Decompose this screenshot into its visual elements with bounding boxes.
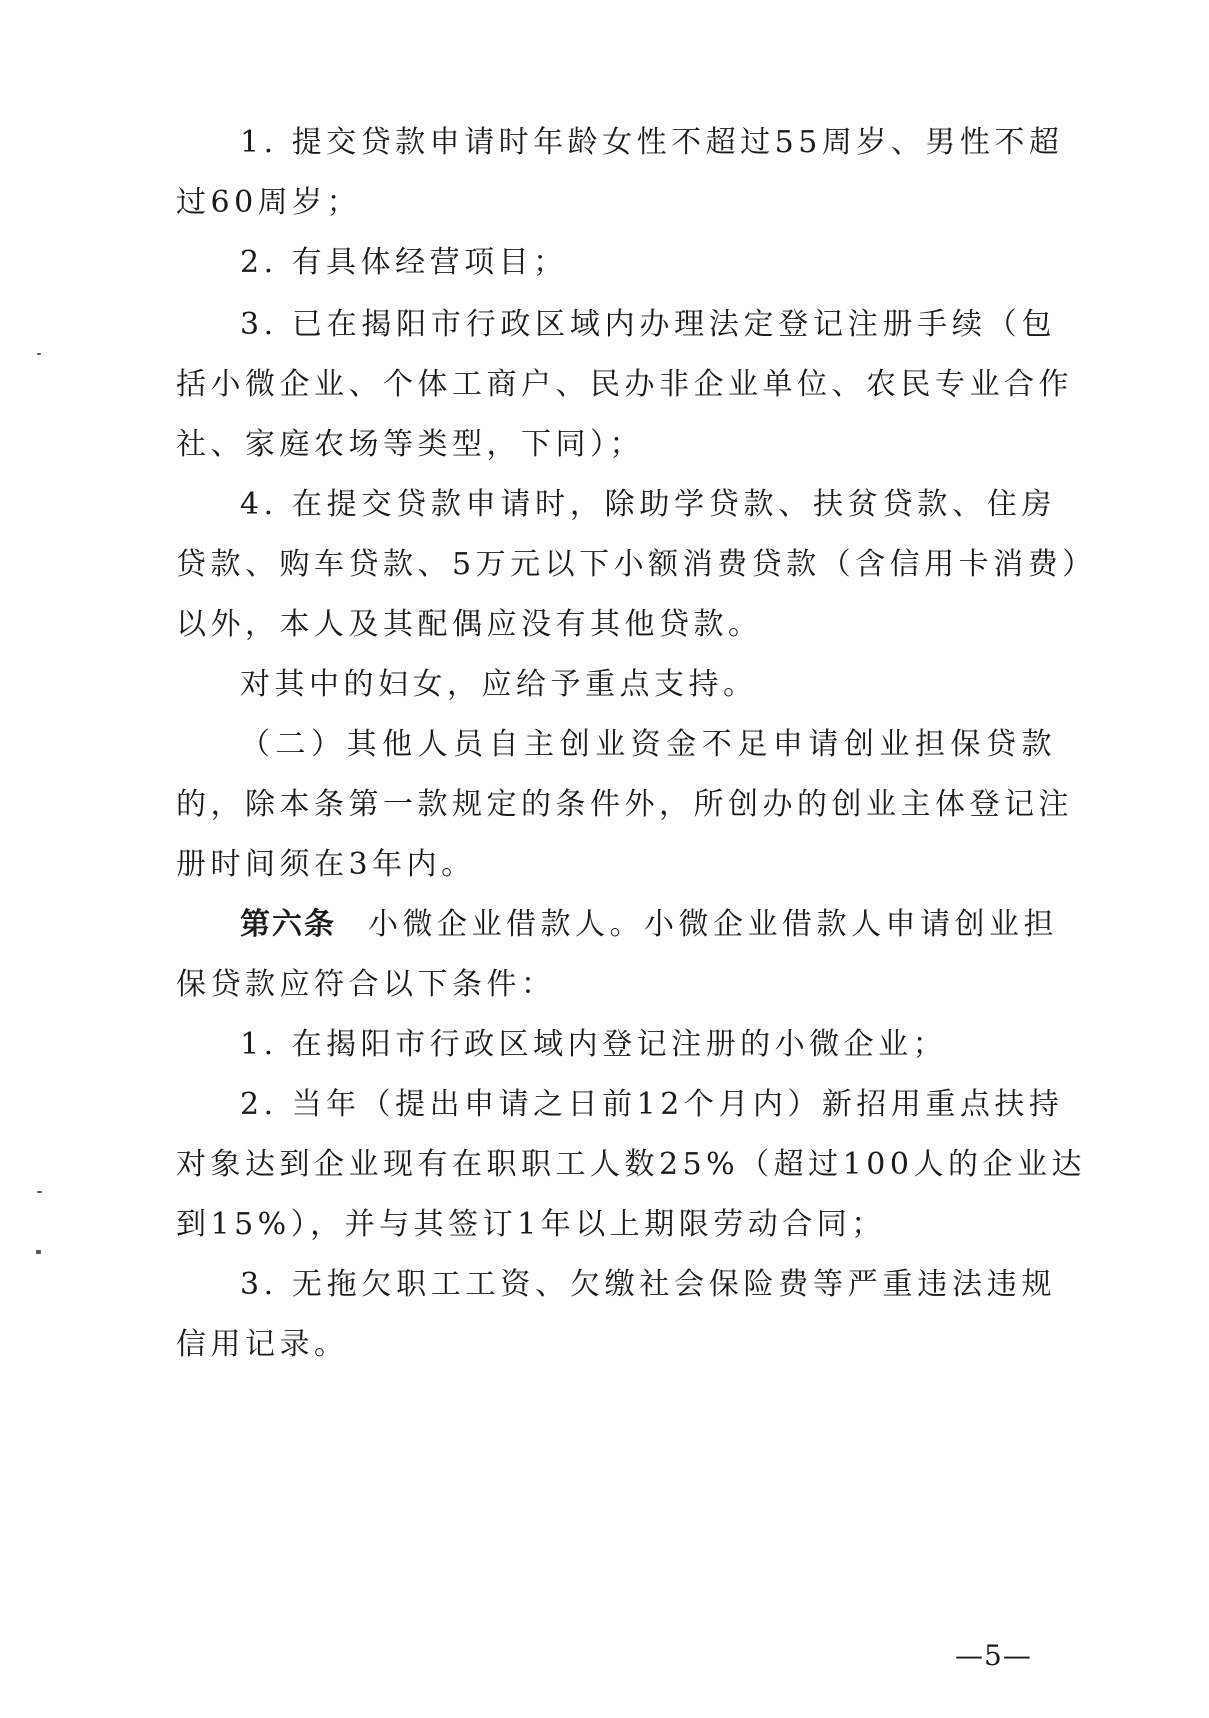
paragraph-line: 2. 有具体经营项目； [240, 245, 568, 280]
paragraph-line: 括小微企业、个体工商户、民办非企业单位、农民专业合作 [176, 367, 1073, 402]
article-text: 小微企业借款人。小微企业借款人申请创业担 [368, 907, 1058, 942]
paragraph-line: 贷款、购车贷款、5万元以下小额消费贷款（含信用卡消费） [176, 547, 1097, 582]
page-number: —5— [955, 1639, 1032, 1672]
article-heading: 第六条 [240, 907, 336, 942]
paragraph-line: 对象达到企业现有在职职工人数25%（超过100人的企业达 [176, 1147, 1086, 1182]
scan-speck [36, 1250, 41, 1254]
paragraph-line: 对其中的妇女，应给予重点支持。 [240, 667, 758, 702]
scan-speck [37, 353, 41, 355]
paragraph-line: 信用记录。 [176, 1327, 349, 1362]
paragraph-line: 社、家庭农场等类型，下同）； [176, 427, 644, 462]
paragraph-line: 2. 当年（提出申请之日前12个月内）新招用重点扶持 [240, 1087, 1064, 1122]
paragraph-line: 过60周岁； [176, 185, 362, 220]
article-six-line [240, 905, 1058, 945]
paragraph-line: 1. 提交贷款申请时年龄女性不超过55周岁、男性不超 [240, 125, 1064, 160]
scan-speck [37, 1191, 42, 1193]
paragraph-line: 的，除本条第一款规定的条件外，所创办的创业主体登记注 [176, 787, 1073, 822]
paragraph-line: 册时间须在3年内。 [176, 847, 476, 882]
paragraph-line: 4. 在提交贷款申请时，除助学贷款、扶贫贷款、住房 [240, 487, 1056, 522]
paragraph-line: 3. 已在揭阳市行政区域内办理法定登记注册手续（包 [240, 307, 1056, 342]
paragraph-line: 到15%），并与其签订1年以上期限劳动合同； [176, 1207, 886, 1242]
paragraph-line: 保贷款应符合以下条件： [176, 967, 556, 1002]
paragraph-line: 以外，本人及其配偶应没有其他贷款。 [176, 607, 763, 642]
paragraph-line: 1. 在揭阳市行政区域内登记注册的小微企业； [240, 1027, 948, 1062]
paragraph-line: 3. 无拖欠职工工资、欠缴社会保险费等严重违法违规 [240, 1267, 1056, 1302]
paragraph-line: （二）其他人员自主创业资金不足申请创业担保贷款 [240, 727, 1056, 762]
